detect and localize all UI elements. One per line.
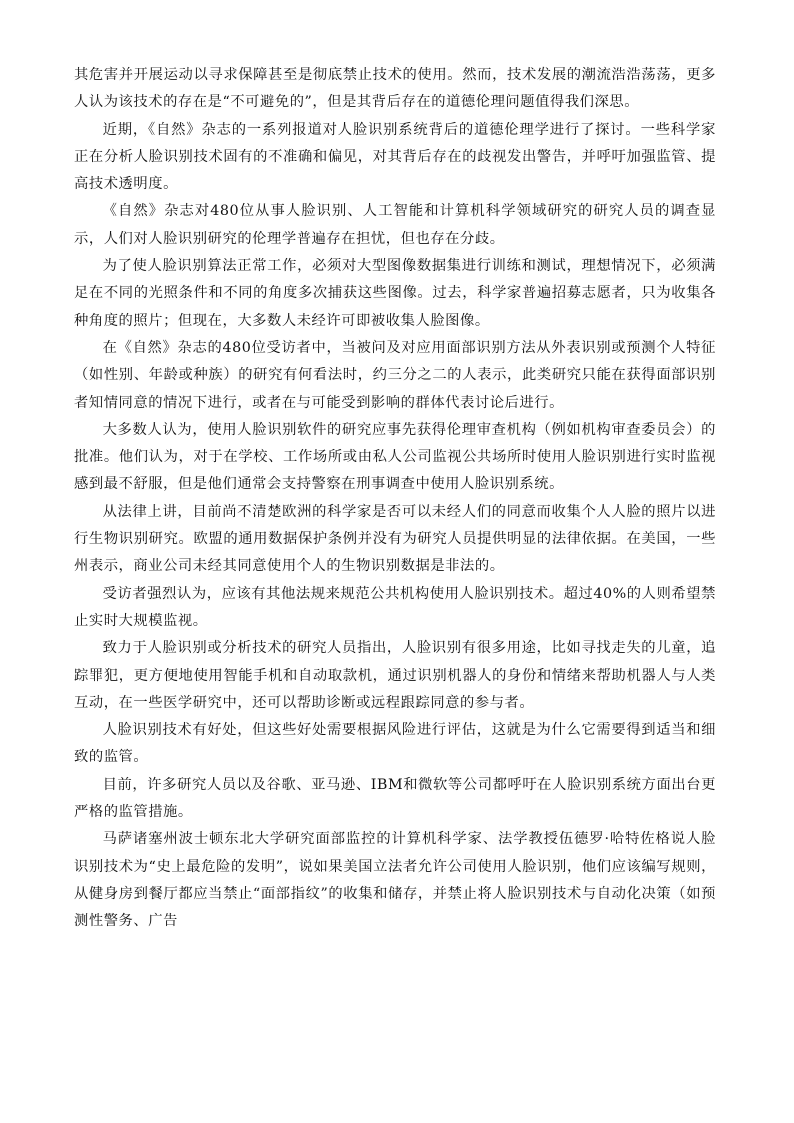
paragraph: 近期，《自然》杂志的一系列报道对人脸识别系统背后的道德伦理学进行了探讨。一些科学家正在分析人脸识别技术固有的不准确和偏见，对其背后存在的歧视发出警告，并呼吁加强监管、提高技术透明度。 [74,121,716,193]
paragraph: 大多数人认为，使用人脸识别软件的研究应事先获得伦理审查机构（例如机构审查委员会）的批准。他们认为，对于在学校、工作场所或由私人公司监视公共场所时使用人脸识别进行实时监视感到最不舒服，但是他们通常会支持警察在刑事调查中使用人脸识别系统。 [74,421,716,493]
paragraph: 人脸识别技术有好处，但这些好处需要根据风险进行评估，这就是为什么它需要得到适当和细致的监管。 [74,722,716,766]
paragraph: 致力于人脸识别或分析技术的研究人员指出，人脸识别有很多用途，比如寻找走失的儿童，追踪罪犯，更方便地使用智能手机和自动取款机，通过识别机器人的身份和情绪来帮助机器人与人类互动，在一些医学研究中，还可以帮助诊断或远程跟踪同意的参与者。 [74,640,716,711]
paragraph: 《自然》杂志对480位从事人脸识别、人工智能和计算机科学领域研究的研究人员的调查显示，人们对人脸识别研究的伦理学普遍存在担忧，但也存在分歧。 [74,203,716,247]
paragraph: 从法律上讲，目前尚不清楚欧洲的科学家是否可以未经人们的同意而收集个人人脸的照片以进行生物识别研究。欧盟的通用数据保护条例并没有为研究人员提供明显的法律依据。在美国，一些州表示，商业公司未经其同意使用个人的生物识别数据是非法的。 [74,503,716,575]
paragraph: 马萨诸塞州波士顿东北大学研究面部监控的计算机科学家、法学教授伍德罗·哈特佐格说人脸识别技术为“史上最危险的发明”，说如果美国立法者允许公司使用人脸识别，他们应该编写规则，从健身房到餐厅都应当禁止“面部指纹”的收集和储存，并禁止将人脸识别技术与自动化决策（如预测性警务、广告 [74,831,716,930]
paragraph: 受访者强烈认为，应该有其他法规来规范公共机构使用人脸识别技术。超过40%的人则希望禁止实时大规模监视。 [74,585,716,629]
paragraph: 为了使人脸识别算法正常工作，必须对大型图像数据集进行训练和测试，理想情况下，必须满足在不同的光照条件和不同的角度多次捕获这些图像。过去，科学家普遍招募志愿者，只为收集各种角度的照片；但现在，大多数人未经许可即被收集人脸图像。 [74,258,716,329]
paragraph: 其危害并开展运动以寻求保障甚至是彻底禁止技术的使用。然而，技术发展的潮流浩浩荡荡，更多人认为该技术的存在是“不可避免的”，但是其背后存在的道德伦理问题值得我们深思。 [74,67,716,111]
document-page [74,62,716,936]
paragraph: 目前，许多研究人员以及谷歌、亚马逊、IBM和微软等公司都呼吁在人脸识别系统方面出台更严格的监管措施。 [74,776,716,821]
paragraph: 在《自然》杂志的480位受访者中，当被问及对应用面部识别方法从外表识别或预测个人特征（如性别、年龄或种族）的研究有何看法时，约三分之二的人表示，此类研究只能在获得面部识别者知情同意的情况下进行，或者在与可能受到影响的群体代表讨论后进行。 [74,339,716,411]
